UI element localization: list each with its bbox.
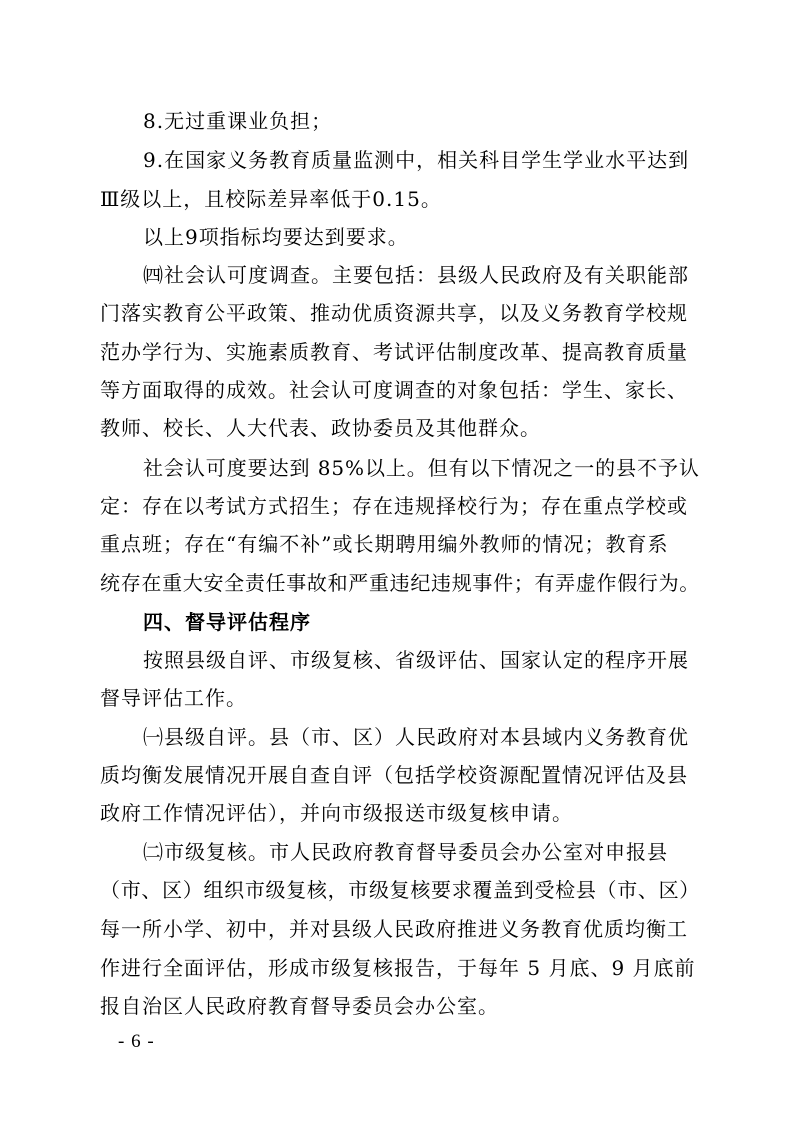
paragraph-line: 按照县级自评、市级复核、省级评估、国家认定的程序开展 xyxy=(143,648,689,672)
page-number: - 6 - xyxy=(118,1031,155,1052)
paragraph-line: 社会认可度要达到 85%以上。但有以下情况之一的县不予认 xyxy=(143,456,700,480)
paragraph-line: 督导评估工作。 xyxy=(100,686,247,710)
paragraph-line: 以上9项指标均要达到要求。 xyxy=(143,225,409,249)
paragraph-line: 定：存在以考试方式招生；存在违规择校行为；存在重点学校或 xyxy=(100,494,688,518)
paragraph-line: 重点班；存在“有编不补”或长期聘用编外教师的情况；教育系 xyxy=(100,532,669,556)
paragraph-line: 门落实教育公平政策、推动优质资源共享，以及义务教育学校规 xyxy=(100,301,688,325)
paragraph-line: 教师、校长、人大代表、政协委员及其他群众。 xyxy=(100,416,541,440)
section-heading: 四、督导评估程序 xyxy=(143,610,311,634)
paragraph-line: 8.无过重课业负担； xyxy=(143,109,333,133)
paragraph-line: 9.在国家义务教育质量监测中，相关科目学生学业水平达到 xyxy=(143,148,690,172)
paragraph-line: 质均衡发展情况开展自查自评（包括学校资源配置情况评估及县 xyxy=(100,763,688,787)
paragraph-line: 作进行全面评估，形成市级复核报告，于每年 5 月底、9 月底前 xyxy=(100,956,696,980)
paragraph-line: 政府工作情况评估），并向市级报送市级复核申请。 xyxy=(100,801,573,825)
paragraph-line: 报自治区人民政府教育督导委员会办公室。 xyxy=(100,994,499,1018)
paragraph-line: 每一所小学、初中，并对县级人民政府推进义务教育优质均衡工 xyxy=(100,917,688,941)
paragraph-line: ㈡市级复核。市人民政府教育督导委员会办公室对申报县 xyxy=(143,840,668,864)
paragraph-line: ㈠县级自评。县（市、区）人民政府对本县域内义务教育优 xyxy=(143,725,689,749)
paragraph-line: 范办学行为、实施素质教育、考试评估制度改革、提高教育质量 xyxy=(100,340,688,364)
paragraph-line: 等方面取得的成效。社会认可度调查的对象包括：学生、家长、 xyxy=(100,378,688,402)
paragraph-line: Ⅲ级以上，且校际差异率低于0.15。 xyxy=(100,187,442,211)
paragraph-line: 统存在重大安全责任事故和严重违纪违规事件；有弄虚作假行为。 xyxy=(100,571,700,595)
paragraph-line: （市、区）组织市级复核，市级复核要求覆盖到受检县（市、区） xyxy=(100,878,700,902)
paragraph-line: ㈣社会认可度调查。主要包括：县级人民政府及有关职能部 xyxy=(143,263,689,287)
